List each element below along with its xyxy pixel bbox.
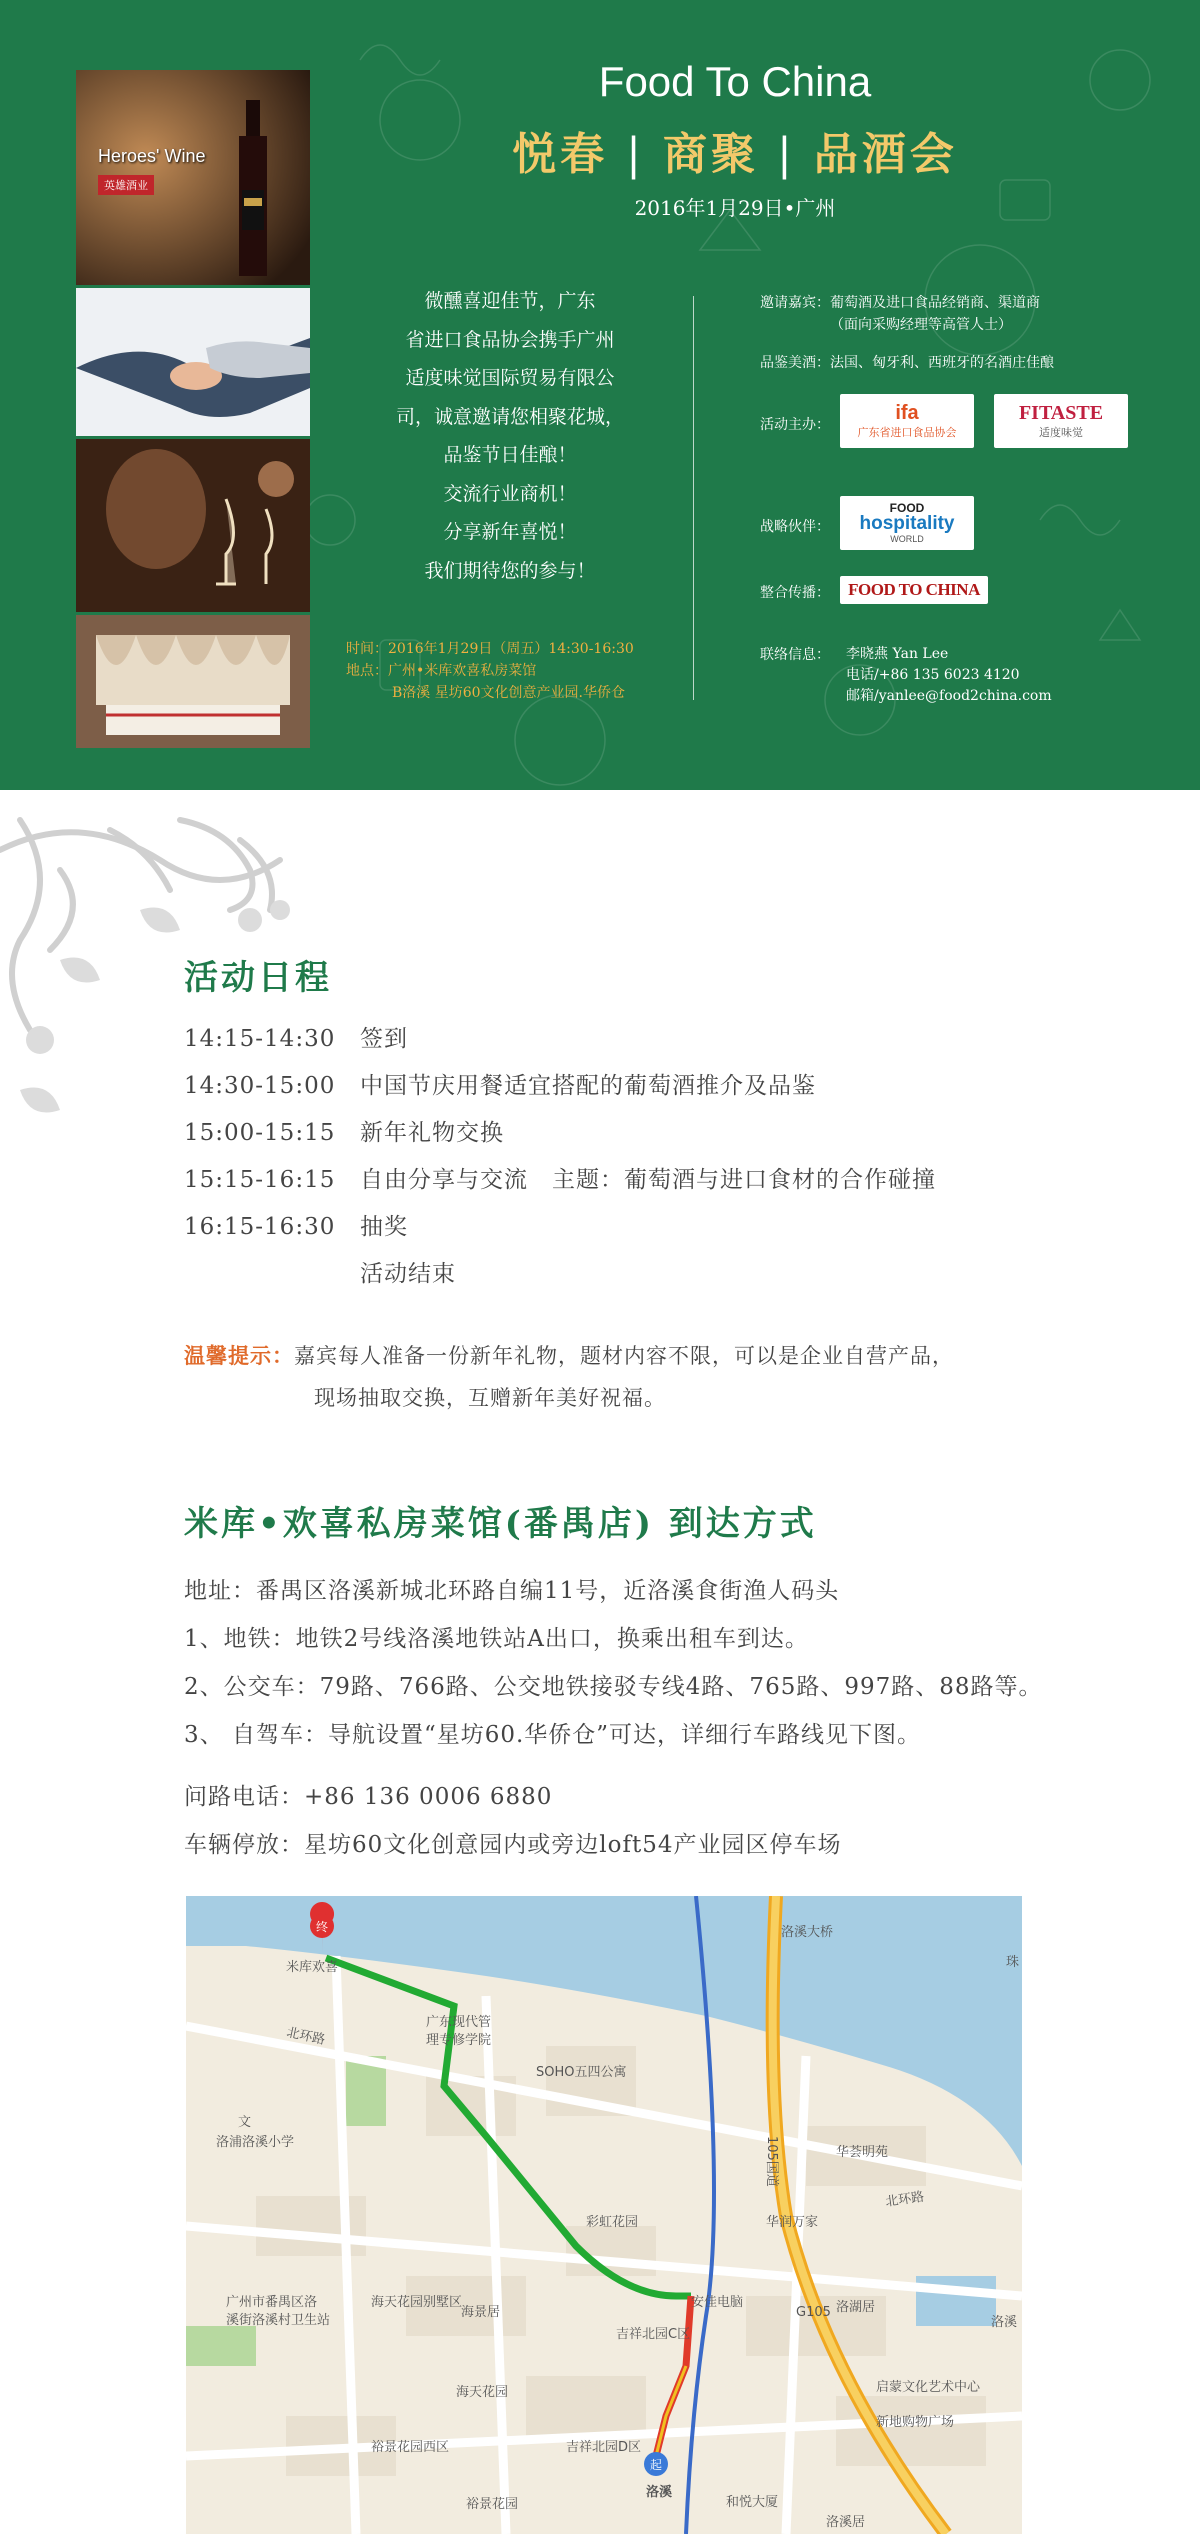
map-label: 裕景花园: [466, 2497, 519, 2512]
map-label: 广州市番禺区洛: [226, 2295, 318, 2310]
invite-line: 微醺喜迎佳节，广东: [424, 290, 596, 312]
guests-label: 邀请嘉宾：: [760, 295, 830, 311]
schedule-desc: 签到: [360, 1026, 408, 1052]
wine-tasting-photo: [76, 439, 310, 612]
guests-value: 葡萄酒及进口食品经销商、渠道商: [830, 295, 1040, 311]
schedule-time: 15:00-15:15: [184, 1120, 336, 1146]
media-name: FOOD TO CHINA: [848, 580, 980, 599]
invite-line: 分享新年喜悦！: [443, 521, 577, 543]
wines-value: 法国、匈牙利、西班牙的名酒庄佳酿: [830, 355, 1054, 371]
photo-caption: Heroes' Wine: [98, 146, 206, 166]
schedule-item: [184, 1067, 816, 1100]
address-line: 地址：番禺区洛溪新城北环路自编11号，近洛溪食街渔人码头: [184, 1578, 840, 1604]
schedule-item: [184, 1255, 456, 1288]
schedule-time: 14:30-15:00: [184, 1073, 336, 1099]
map-label: 文: [238, 2115, 252, 2130]
fitaste-mark: FITASTE: [1018, 402, 1104, 424]
route-map[interactable]: [186, 1896, 1022, 2534]
drive-line: 3、 自驾车：导航设置“星坊60.华侨仓”可达，详细行车路线见下图。: [184, 1722, 922, 1748]
schedule-desc: 抽奖: [360, 1214, 408, 1240]
vertical-divider: [693, 296, 694, 700]
map-label: 华润万家: [766, 2215, 819, 2230]
marker-start-text: 起: [649, 2458, 663, 2472]
tip-line-1: [184, 1340, 954, 1370]
map-label: 洛溪: [646, 2485, 673, 2500]
map-label: 海景居: [461, 2305, 501, 2320]
wine-glass-icon: [76, 439, 310, 612]
map-label: 北环路: [884, 2189, 926, 2210]
schedule-time: 15:15-16:15: [184, 1167, 336, 1193]
host1-name: 广东省进口食品协会: [857, 427, 957, 439]
invite-line: 司，诚意邀请您相聚花城，: [395, 405, 624, 428]
schedule-item: [184, 1114, 504, 1147]
media-logo: [840, 576, 988, 604]
tip-text: 嘉宾每人准备一份新年礼物，题材内容不限，可以是企业自营产品，: [294, 1344, 954, 1368]
schedule-desc: 新年礼物交换: [360, 1120, 504, 1146]
invite-line: 适度味觉国际贸易有限公: [405, 367, 615, 389]
event-date: 2016年1月29日•广州: [634, 196, 836, 220]
invite-line: 品鉴节日佳酿！: [443, 444, 577, 466]
schedule-item: [184, 1020, 408, 1053]
partner-logo: [840, 496, 974, 550]
restaurant-photo: [76, 615, 310, 748]
contact-label: 联络信息：: [760, 647, 830, 663]
map-label: 洛溪居: [826, 2515, 866, 2530]
event-banner: [0, 0, 1200, 790]
handshake-icon: [76, 288, 310, 436]
title-part-3: 品酒会: [813, 129, 958, 180]
hosts-label: 活动主办：: [760, 417, 830, 433]
title-chinese: [480, 118, 990, 182]
map-label: SOHO五四公寓: [536, 2065, 627, 2080]
origin-marker[interactable]: [644, 2452, 668, 2476]
partner-label: 战略伙伴：: [760, 519, 830, 535]
map-label: 安佳电脑: [691, 2295, 744, 2310]
contact-block: [846, 644, 1052, 707]
title-separator: |: [777, 129, 796, 180]
map-canvas: [186, 1896, 1022, 2534]
map-label: 吉祥北园D区: [566, 2440, 642, 2455]
invite-line: 省进口食品协会携手广州: [405, 328, 615, 351]
metro-line: 1、地铁：地铁2号线洛溪地铁站A出口，换乘出租车到达。: [184, 1626, 809, 1652]
map-label: 珠: [1006, 1955, 1020, 1970]
map-label: 米库欢喜: [286, 1960, 339, 1975]
fitaste-sub: 适度味觉: [1039, 427, 1083, 439]
invitation-text: [360, 282, 660, 590]
map-label: 洛湖居: [836, 2300, 876, 2315]
invite-line: 交流行业商机！: [443, 482, 577, 505]
map-label: 启蒙文化艺术中心: [876, 2380, 981, 2395]
map-label: 洛浦洛溪小学: [216, 2135, 295, 2150]
ifa-mark: ifa: [895, 402, 919, 424]
map-label: 广东现代管: [426, 2015, 492, 2030]
guests-row: [760, 292, 1040, 312]
host-logo-ifa: [840, 394, 974, 448]
tip-line-2: 现场抽取交换，互赠新年美好祝福。: [314, 1386, 666, 1410]
schedule-time: 16:15-16:30: [184, 1214, 336, 1240]
map-label: 溪街洛溪村卫生站: [226, 2313, 331, 2328]
parking-line: 车辆停放：星坊60文化创意园内或旁边loft54产业园区停车场: [184, 1832, 842, 1858]
photo-tag: 英雄酒业: [98, 175, 154, 195]
title-english: Food To China: [598, 58, 872, 105]
phone-line: 问路电话：+86 136 0006 6880: [184, 1784, 553, 1810]
schedule-desc: 活动结束: [360, 1261, 456, 1287]
schedule-title: 活动日程: [184, 958, 332, 998]
map-label: G105: [796, 2305, 831, 2320]
map-label: 洛溪大桥: [781, 1925, 834, 1940]
map-label: 海天花园别墅区: [371, 2295, 463, 2310]
invite-line: 我们期待您的参与！: [424, 559, 596, 582]
partner-bot: WORLD: [890, 534, 924, 544]
map-label: 洛溪: [991, 2315, 1018, 2330]
map-label: 彩虹花园: [586, 2215, 639, 2230]
wines-row: [760, 352, 1054, 372]
schedule-desc: 中国节庆用餐适宜搭配的葡萄酒推介及品鉴: [360, 1073, 816, 1099]
partner-top: FOOD: [889, 501, 925, 515]
partner-mid: hospitality: [859, 513, 955, 534]
guests-note: （面向采购经理等高管人士）: [830, 317, 1012, 333]
title-part-1: 悦春: [512, 129, 609, 180]
event-time: 时间：2016年1月29日（周五）14:30-16:30: [346, 641, 634, 657]
map-label: 105国道: [764, 2136, 779, 2187]
handshake-photo: [76, 288, 310, 436]
map-label: 海天花园: [456, 2385, 509, 2400]
media-label: 整合传播：: [760, 585, 830, 601]
contact-name: 李晓燕 Yan Lee: [846, 646, 949, 662]
restaurant-icon: [76, 615, 310, 748]
tip-label: 温馨提示：: [184, 1343, 294, 1368]
contact-email[interactable]: 邮箱/yanlee@food2china.com: [846, 688, 1052, 704]
title-part-2: 商聚: [663, 129, 759, 180]
event-place: 地点：广州•米库欢喜私房菜馆: [346, 663, 537, 679]
host-logo-fitaste: [994, 394, 1128, 448]
directions-title: 米库•欢喜私房菜馆(番禺店) 到达方式: [184, 1504, 817, 1544]
bus-line: 2、公交车：79路、766路、公交地铁接驳专线4路、765路、997路、88路等。: [184, 1674, 1043, 1700]
park-area: [186, 2326, 256, 2366]
map-label: 新地购物广场: [876, 2415, 955, 2430]
wine-cellar-photo: [76, 70, 310, 285]
marker-end-text: 终: [315, 1920, 329, 1934]
title-separator: |: [626, 129, 645, 180]
contact-phone: 电话/+86 135 6023 4120: [846, 667, 1020, 683]
event-info: [346, 638, 634, 704]
schedule-time: 14:15-14:30: [184, 1026, 336, 1052]
schedule-item: [184, 1208, 408, 1241]
map-label: 华荟明苑: [836, 2145, 889, 2160]
map-label: 和悦大厦: [726, 2495, 779, 2510]
map-label: 吉祥北园C区: [616, 2327, 691, 2342]
schedule-desc: 自由分享与交流 主题：葡萄酒与进口食材的合作碰撞: [360, 1167, 936, 1193]
photo-collage: [76, 70, 310, 748]
map-label: 理专修学院: [426, 2033, 492, 2048]
map-label: 北环路: [285, 2025, 327, 2049]
wines-label: 品鉴美酒：: [760, 355, 830, 371]
map-label: 裕景花园西区: [371, 2440, 450, 2455]
pond: [916, 2276, 996, 2326]
event-place-detail: B洛溪 星坊60文化创意产业园.华侨仓: [392, 685, 626, 701]
schedule-item: [184, 1161, 936, 1194]
